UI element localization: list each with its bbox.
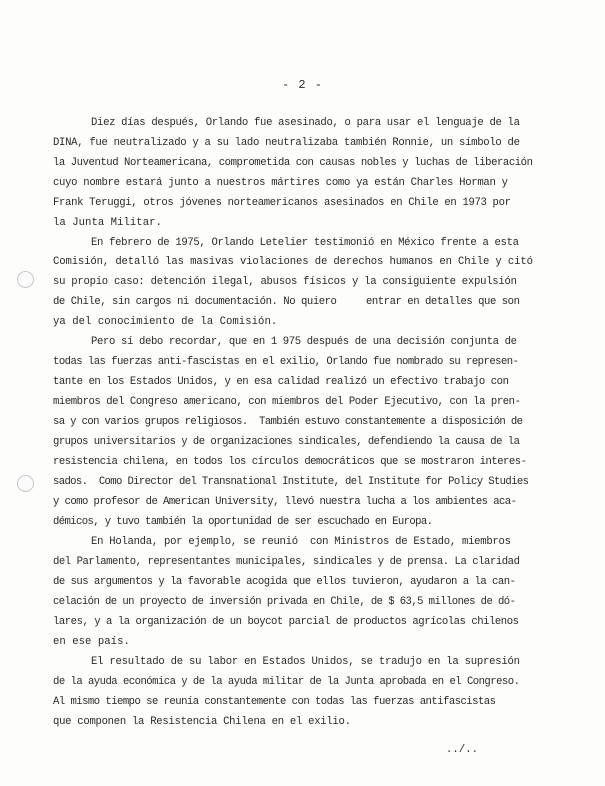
text-line: Comisión, detalló las masivas violaciones de derechos humanos en Chile y citó <box>53 256 533 268</box>
text-line: tante en los Estados Unidos, y en esa calidad realizó un efectivo trabajo con <box>53 376 509 388</box>
text-line: todas las fuerzas anti-fascistas en el exilio, Orlando fue nombrado su represen- <box>53 356 519 368</box>
text-line: En Holanda, por ejemplo, se reunió con Ministros de Estado, miembros <box>91 536 511 548</box>
text-line: resistencia chilena, en todos los círculos democráticos que se mostraron interes- <box>53 456 527 468</box>
text-line: la Juventud Norteamericana, comprometida con causas nobles y luchas de liberación <box>53 157 533 169</box>
continuation-mark: ../.. <box>446 744 479 756</box>
punch-hole <box>17 475 34 492</box>
text-line: Frank Teruggi, otros jóvenes norteamericanos asesinados en Chile en 1973 por <box>53 197 511 209</box>
text-line: miembros del Congreso americano, con miembros del Poder Ejecutivo, con la pren- <box>53 396 521 408</box>
text-line: en ese país. <box>53 636 130 648</box>
text-line: lares, y a la organización de un boycot parcial de productos agrícolas chilenos <box>53 616 519 628</box>
text-line: En febrero de 1975, Orlando Letelier testimonió en México frente a esta <box>91 237 519 249</box>
text-line: del Parlamento, representantes municipales, sindicales y de prensa. La claridad <box>53 556 520 568</box>
text-line: que componen la Resistencia Chilena en el exilio. <box>53 716 351 728</box>
text-line: Al mismo tiempo se reunía constantemente con todas las fuerzas antifascistas <box>53 696 496 708</box>
text-line: Pero sí debo recordar, que en 1 975 después de una decisión conjunta de <box>91 336 517 348</box>
text-line: El resultado de su labor en Estados Unidos, se tradujo en la supresión <box>91 656 520 668</box>
text-line: sa y con varios grupos religiosos. También estuvo constantemente a disposición de <box>53 416 523 428</box>
text-line: de sus argumentos y la favorable acogida que ellos tuvieron, ayudaron a la can- <box>53 576 516 588</box>
text-line: sados. Como Director del Transnational Institute, del Institute for Policy Studies <box>53 476 529 488</box>
text-line: démicos, y tuvo también la oportunidad de ser escuchado en Europa. <box>53 516 433 528</box>
text-line: ya del conocimiento de la Comisión. <box>53 316 278 328</box>
page-number: - 2 - <box>281 78 323 92</box>
text-line: cuyo nombre estará junto a nuestros mártires como ya están Charles Horman y <box>53 177 508 189</box>
text-line: grupos universitarios y de organizaciones sindicales, defendiendo la causa de la <box>53 436 520 448</box>
text-line: DINA, fue neutralizado y a su lado neutralizaba también Ronnie, un símbolo de <box>53 137 520 149</box>
text-line: y como profesor de American University, llevó nuestra lucha a los ambientes aca- <box>53 496 517 508</box>
text-line: su propio caso: detención ilegal, abusos físicos y la consiguiente expulsión <box>53 276 517 288</box>
text-line: de la ayuda económica y de la ayuda militar de la Junta aprobada en el Congreso. <box>53 676 520 688</box>
punch-hole <box>17 271 34 288</box>
text-line: Diez días después, Orlando fue asesinado, o para usar el lenguaje de la <box>91 117 520 129</box>
text-line: celación de un proyecto de inversión privada en Chile, de $ 63,5 millones de dó- <box>53 596 516 608</box>
text-line: la Junta Militar. <box>53 217 162 229</box>
text-line: de Chile, sin cargos ni documentación. No quiero entrar en detalles que son <box>53 296 520 308</box>
